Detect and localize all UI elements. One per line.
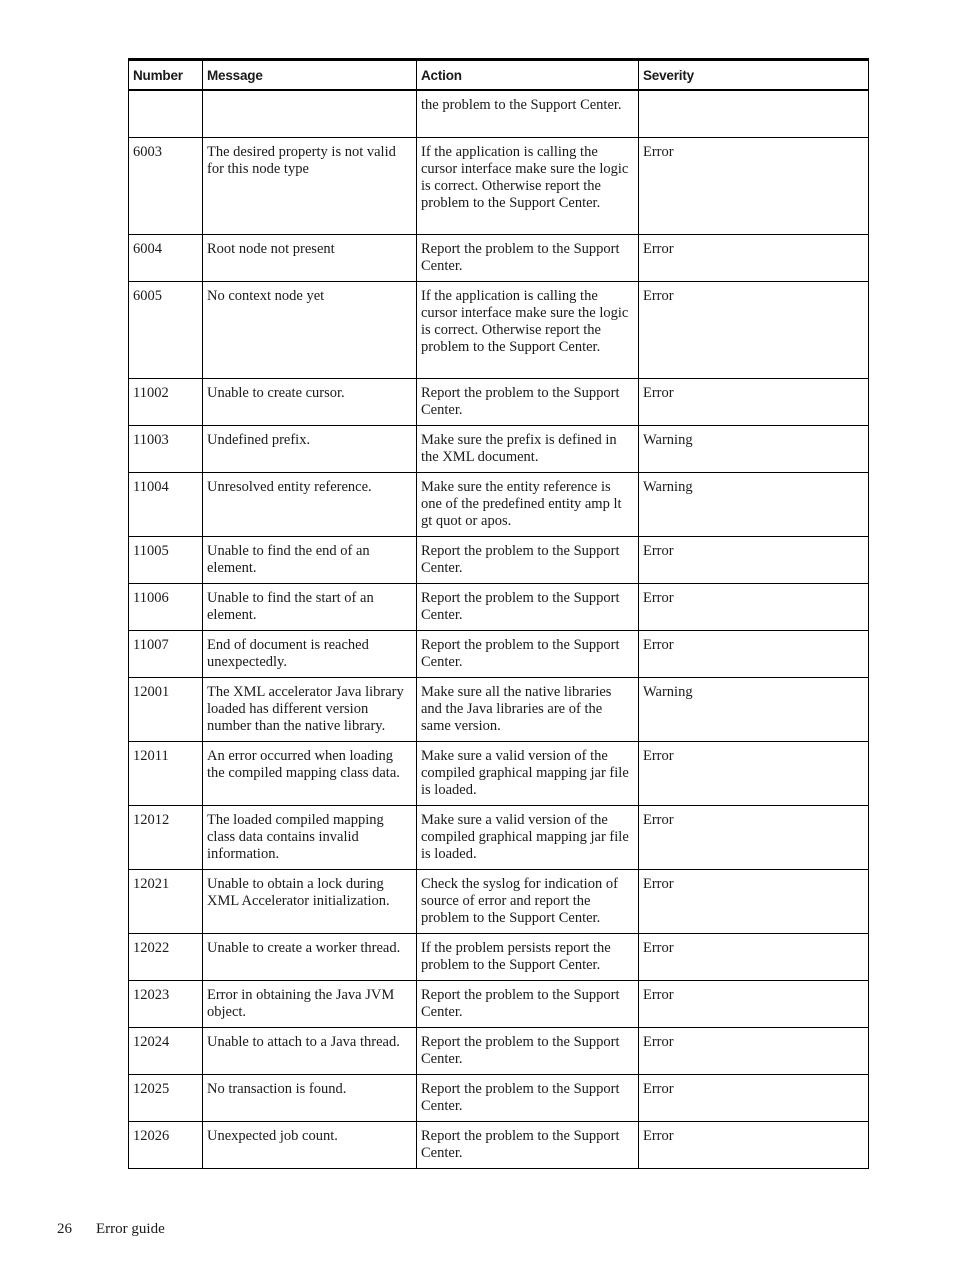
table-row bbox=[129, 869, 869, 933]
cell-message: Unable to attach to a Java thread. bbox=[203, 1027, 417, 1074]
cell-number: 11002 bbox=[129, 378, 203, 425]
cell-severity: Error bbox=[639, 536, 869, 583]
cell-action: the problem to the Support Center. bbox=[417, 90, 639, 137]
cell-message: The loaded compiled mapping class data contains invalid information. bbox=[203, 805, 417, 869]
cell-number: 12022 bbox=[129, 933, 203, 980]
cell-number: 11004 bbox=[129, 472, 203, 536]
table-row bbox=[129, 425, 869, 472]
cell-action: Make sure the prefix is defined in the XML document. bbox=[417, 425, 639, 472]
header-severity: Severity bbox=[639, 60, 869, 91]
cell-action: If the application is calling the cursor interface make sure the logic is correct. Otherwise report the problem to the Support Center. bbox=[417, 281, 639, 378]
cell-severity: Error bbox=[639, 1121, 869, 1168]
cell-severity: Error bbox=[639, 583, 869, 630]
table-row bbox=[129, 933, 869, 980]
cell-message: Unresolved entity reference. bbox=[203, 472, 417, 536]
table-row bbox=[129, 281, 869, 378]
cell-message: The desired property is not valid for this node type bbox=[203, 137, 417, 234]
cell-message: Unable to create a worker thread. bbox=[203, 933, 417, 980]
header-row bbox=[129, 60, 869, 91]
cell-number: 6003 bbox=[129, 137, 203, 234]
cell-message: Unable to find the end of an element. bbox=[203, 536, 417, 583]
cell-severity: Error bbox=[639, 281, 869, 378]
cell-severity: Error bbox=[639, 378, 869, 425]
cell-number: 12024 bbox=[129, 1027, 203, 1074]
table-row bbox=[129, 1121, 869, 1168]
table-row bbox=[129, 1074, 869, 1121]
page-number: 26 bbox=[57, 1221, 72, 1237]
error-table bbox=[128, 58, 869, 1169]
page-footer bbox=[57, 1221, 165, 1238]
table-row bbox=[129, 583, 869, 630]
cell-severity: Error bbox=[639, 869, 869, 933]
cell-message: The XML accelerator Java library loaded has different version number than the native library. bbox=[203, 677, 417, 741]
cell-message: Unable to create cursor. bbox=[203, 378, 417, 425]
cell-severity: Error bbox=[639, 234, 869, 281]
cell-message: Root node not present bbox=[203, 234, 417, 281]
cell-action: Report the problem to the Support Center. bbox=[417, 980, 639, 1027]
cell-number: 12001 bbox=[129, 677, 203, 741]
cell-number: 11007 bbox=[129, 630, 203, 677]
cell-severity: Warning bbox=[639, 472, 869, 536]
cell-number: 6005 bbox=[129, 281, 203, 378]
cell-number: 11005 bbox=[129, 536, 203, 583]
cell-severity: Error bbox=[639, 933, 869, 980]
table-row bbox=[129, 472, 869, 536]
cell-severity bbox=[639, 90, 869, 137]
cell-severity: Warning bbox=[639, 677, 869, 741]
cell-severity: Error bbox=[639, 1027, 869, 1074]
cell-action: If the application is calling the cursor interface make sure the logic is correct. Otherwise report the problem to the Support Center. bbox=[417, 137, 639, 234]
table-row bbox=[129, 378, 869, 425]
cell-number: 12012 bbox=[129, 805, 203, 869]
table-row bbox=[129, 137, 869, 234]
cell-number: 6004 bbox=[129, 234, 203, 281]
cell-action: Make sure all the native libraries and the Java libraries are of the same version. bbox=[417, 677, 639, 741]
cell-severity: Error bbox=[639, 630, 869, 677]
cell-severity: Error bbox=[639, 137, 869, 234]
cell-severity: Error bbox=[639, 741, 869, 805]
cell-severity: Error bbox=[639, 980, 869, 1027]
table-row bbox=[129, 1027, 869, 1074]
header-action: Action bbox=[417, 60, 639, 91]
header-message: Message bbox=[203, 60, 417, 91]
footer-section-title: Error guide bbox=[96, 1221, 165, 1237]
cell-message: Unable to find the start of an element. bbox=[203, 583, 417, 630]
table-row bbox=[129, 805, 869, 869]
cell-action: Report the problem to the Support Center. bbox=[417, 1027, 639, 1074]
cell-action: Make sure the entity reference is one of the predefined entity amp lt gt quot or apos. bbox=[417, 472, 639, 536]
table-row bbox=[129, 980, 869, 1027]
header-number: Number bbox=[129, 60, 203, 91]
cell-message: End of document is reached unexpectedly. bbox=[203, 630, 417, 677]
cell-severity: Error bbox=[639, 805, 869, 869]
cell-action: If the problem persists report the problem to the Support Center. bbox=[417, 933, 639, 980]
table-row bbox=[129, 536, 869, 583]
cell-action: Make sure a valid version of the compiled graphical mapping jar file is loaded. bbox=[417, 805, 639, 869]
table-row bbox=[129, 234, 869, 281]
table-body bbox=[129, 90, 869, 1168]
cell-message: No context node yet bbox=[203, 281, 417, 378]
cell-action: Report the problem to the Support Center. bbox=[417, 1074, 639, 1121]
cell-message: An error occurred when loading the compiled mapping class data. bbox=[203, 741, 417, 805]
cell-action: Check the syslog for indication of source of error and report the problem to the Support Center. bbox=[417, 869, 639, 933]
cell-number: 12011 bbox=[129, 741, 203, 805]
cell-severity: Warning bbox=[639, 425, 869, 472]
table-header bbox=[129, 60, 869, 91]
cell-number: 11006 bbox=[129, 583, 203, 630]
cell-number: 12025 bbox=[129, 1074, 203, 1121]
cell-message: Unable to obtain a lock during XML Accelerator initialization. bbox=[203, 869, 417, 933]
cell-action: Report the problem to the Support Center. bbox=[417, 234, 639, 281]
cell-action: Report the problem to the Support Center. bbox=[417, 630, 639, 677]
cell-number: 12021 bbox=[129, 869, 203, 933]
cell-message: Error in obtaining the Java JVM object. bbox=[203, 980, 417, 1027]
cell-message: Unexpected job count. bbox=[203, 1121, 417, 1168]
cell-number: 11003 bbox=[129, 425, 203, 472]
cell-number bbox=[129, 90, 203, 137]
table-row bbox=[129, 741, 869, 805]
cell-message: No transaction is found. bbox=[203, 1074, 417, 1121]
cell-number: 12023 bbox=[129, 980, 203, 1027]
cell-message: Undefined prefix. bbox=[203, 425, 417, 472]
cell-action: Report the problem to the Support Center. bbox=[417, 583, 639, 630]
table-row bbox=[129, 90, 869, 137]
cell-action: Make sure a valid version of the compiled graphical mapping jar file is loaded. bbox=[417, 741, 639, 805]
cell-action: Report the problem to the Support Center. bbox=[417, 1121, 639, 1168]
cell-action: Report the problem to the Support Center. bbox=[417, 378, 639, 425]
cell-severity: Error bbox=[639, 1074, 869, 1121]
table-row bbox=[129, 677, 869, 741]
cell-number: 12026 bbox=[129, 1121, 203, 1168]
cell-action: Report the problem to the Support Center. bbox=[417, 536, 639, 583]
table-row bbox=[129, 630, 869, 677]
cell-message bbox=[203, 90, 417, 137]
